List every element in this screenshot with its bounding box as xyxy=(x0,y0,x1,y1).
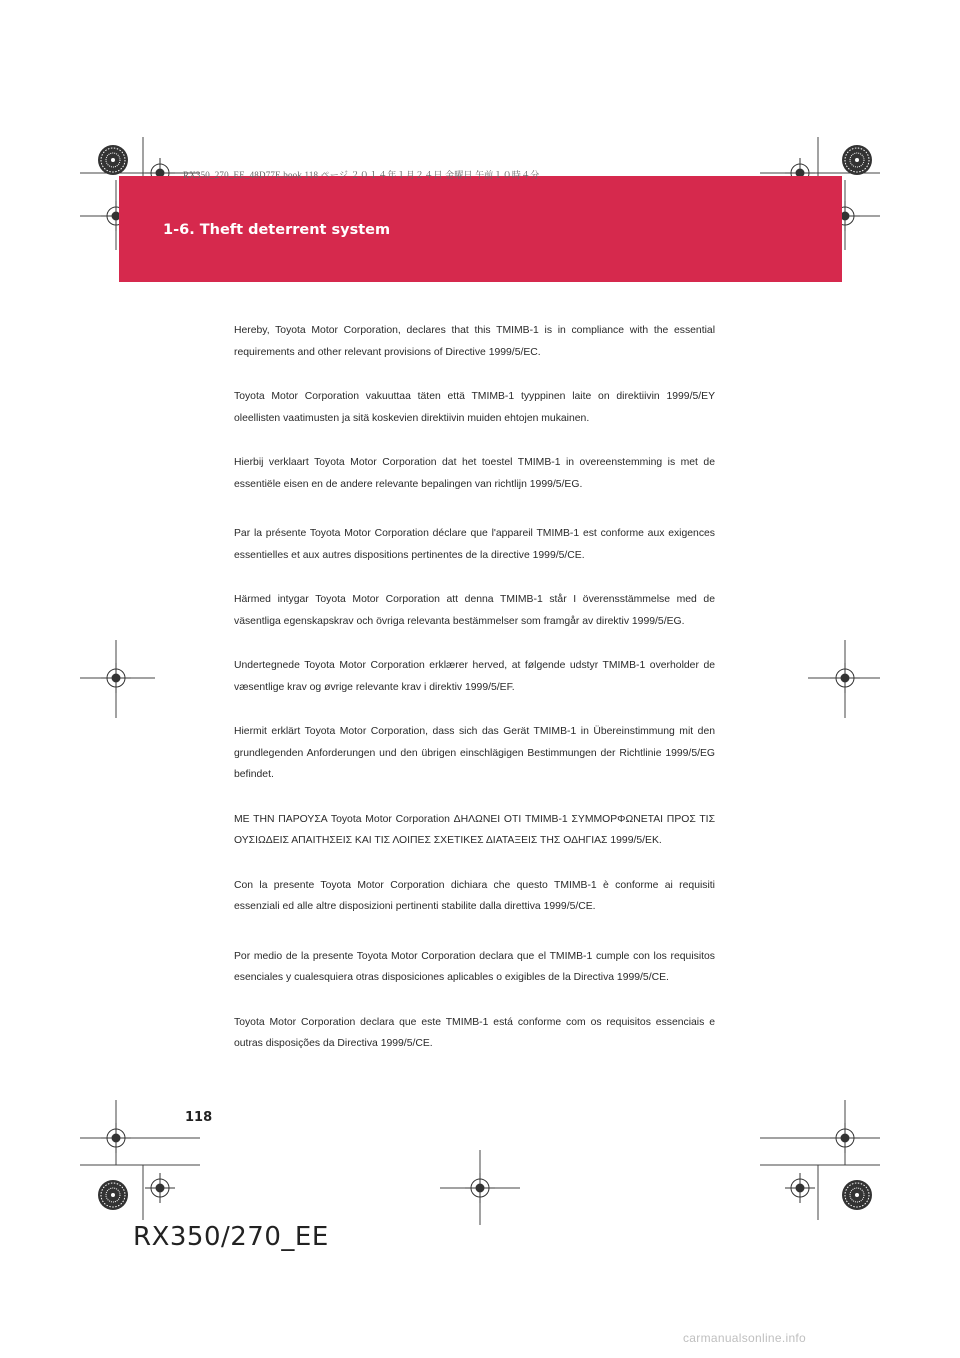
color-wheel-icon xyxy=(842,145,872,175)
registration-mark-icon xyxy=(830,663,860,693)
registration-mark-icon xyxy=(785,1173,815,1203)
registration-mark-icon xyxy=(145,1173,175,1203)
declaration-finnish: Toyota Motor Corporation vakuuttaa täten että TMIMB-1 tyyppinen laite on direktiivin 1999/5/EY oleellisten vaatimusten ja sitä koskevien direktiivin muiden ehtojen mukainen. xyxy=(234,391,715,424)
declaration-spanish: Por medio de la presente Toyota Motor Corporation declara que el TMIMB-1 cumple con los requisitos esenciales y cualesquiera otras disposiciones aplicables o exigibles de la Directiva 1999/5/CE. xyxy=(234,950,715,983)
declaration-swedish: Härmed intygar Toyota Motor Corporation att denna TMIMB-1 står I överensstämmelse med de väsentliga egenskapskrav och övriga relevanta bestämmelser som framgår av direktiv 1999/5/EG. xyxy=(234,594,715,627)
book-info: RX350_270_EE_48D77E.book 118 ページ ２０１４年１月２４日 金曜日 午前１０時４分 xyxy=(183,170,540,180)
page-number: 118 xyxy=(185,1110,213,1125)
registration-mark-icon xyxy=(465,1173,495,1203)
declaration-greek: ΜΕ ΤΗΝ ΠΑΡΟΥΣΑ Toyota Motor Corporation ΔΗΛΩΝΕΙ ΟΤΙ TMIMB-1 ΣΥΜΜΟΡΦΩΝΕΤΑΙ ΠΡΟΣ ΤΙΣ ΟΥΣΙΩΔΕΙΣ ΑΠΑΙΤΗΣΕΙΣ ΚΑΙ ΤΙΣ ΛΟΙΠΕΣ ΣΧΕΤΙΚΕΣ ΔΙΑΤΑΞΕΙΣ ΤΗΣ ΟΔΗΓΙΑΣ 1999/5/ΕΚ. xyxy=(234,813,715,846)
registration-mark-icon xyxy=(101,1123,131,1153)
declaration-english: Hereby, Toyota Motor Corporation, declares that this TMIMB-1 is in compliance with the essential requirements and other relevant provisions of Directive 1999/5/EC. xyxy=(234,325,715,358)
section-title: 1-6. Theft deterrent system xyxy=(163,222,391,238)
declaration-italian: Con la presente Toyota Motor Corporation dichiara che questo TMIMB-1 è conforme ai requisiti essenziali ed alle altre disposizioni pertinenti stabilite dalla direttiva 1999/5/CE. xyxy=(234,879,715,912)
color-wheel-icon xyxy=(842,1180,872,1210)
declaration-portuguese: Toyota Motor Corporation declara que este TMIMB-1 está conforme com os requisitos essenciais e outras disposições da Directiva 1999/5/CE. xyxy=(234,1016,715,1049)
declaration-text xyxy=(234,320,715,1055)
registration-mark-icon xyxy=(101,663,131,693)
registration-mark-icon xyxy=(830,1123,860,1153)
color-wheel-icon xyxy=(98,145,128,175)
watermark: carmanualsonline.info xyxy=(683,1331,807,1345)
declaration-danish: Undertegnede Toyota Motor Corporation erklærer herved, at følgende udstyr TMIMB-1 overholder de væsentlige krav og øvrige relevante krav i direktiv 1999/5/EF. xyxy=(234,660,715,693)
model-code: RX350/270_EE xyxy=(133,1222,329,1252)
declaration-dutch: Hierbij verklaart Toyota Motor Corporation dat het toestel TMIMB-1 in overeenstemming is met de essentiële eisen en de andere relevante bepalingen van richtlijn 1999/5/EG. xyxy=(234,457,715,490)
declaration-french: Par la présente Toyota Motor Corporation déclare que l'appareil TMIMB-1 est conforme aux exigences essentielles et aux autres dispositions pertinentes de la directive 1999/5/CE. xyxy=(234,528,715,561)
declaration-german: Hiermit erklärt Toyota Motor Corporation, dass sich das Gerät TMIMB-1 in Übereinstimmung mit den grundlegenden Anforderungen und den übrigen einschlägigen Bestimmungen der Richtlinie 1999/5/EG befindet. xyxy=(234,726,715,780)
color-wheel-icon xyxy=(98,1180,128,1210)
